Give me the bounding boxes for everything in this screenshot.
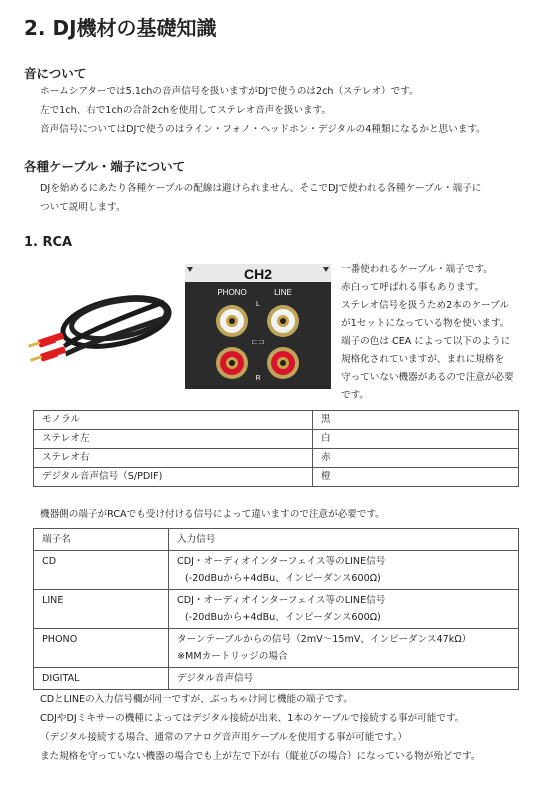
signal-table-header: 端子名 [34, 529, 169, 551]
signal-table-input [169, 551, 519, 590]
signal-line: CDJ・オーディオインターフェイス等のLINE信号 [177, 595, 386, 606]
footer-line: CDJやDJミキサーの機種によってはデジタル接続が出来、1本のケーブルで接続する事が可能です。 [40, 713, 465, 724]
audio-heading: 音について [24, 66, 87, 81]
panel-r-label: R [255, 375, 261, 382]
rca-color-table [33, 410, 519, 487]
color-table-signal: ステレオ右 [34, 449, 313, 468]
signal-line: (-20dBuから+4dBu、インピーダンス600Ω) [185, 573, 381, 584]
table-row [34, 668, 519, 690]
white-jack-line [267, 305, 299, 337]
red-jack-line [267, 347, 299, 379]
audio-paragraph [40, 82, 486, 139]
color-table-color: 白 [313, 430, 519, 449]
rca-desc-line: 赤白って呼ばれる事もあります。 [341, 282, 485, 293]
signal-table-input [169, 629, 519, 668]
panel-l-label: L [256, 301, 260, 308]
audio-line: ホームシアターでは5.1chの音声信号を扱いますがDJで使うのは2ch（ステレオ）です。 [40, 86, 419, 97]
rca-note: 機器側の端子がRCAでも受け付ける信号によって違いますので注意が必要です。 [40, 509, 385, 520]
color-table-color: 赤 [313, 449, 519, 468]
color-table-signal: ステレオ左 [34, 430, 313, 449]
table-row [34, 590, 519, 629]
signal-line: ※MMカートリッジの場合 [177, 651, 288, 662]
signal-table-name: CD [34, 551, 169, 590]
signal-line: (-20dBuから+4dBu、インピーダンス600Ω) [185, 612, 381, 623]
table-row [34, 430, 519, 449]
rca-heading: 1. RCA [24, 235, 73, 250]
color-table-signal: モノラル [34, 411, 313, 430]
footer-line: （デジタル接続する場合、通常のアナログ音声用ケーブルを使用する事が可能です。） [40, 732, 408, 743]
panel-ch-label: CH2 [243, 266, 273, 282]
rca-panel-image [185, 264, 331, 389]
rca-signal-table [33, 528, 519, 690]
rca-desc-line: 守っていない機器があるので注意が必要 [341, 372, 514, 383]
audio-line: 音声信号についてはDJで使うのはライン・フォノ・ヘッドホン・デジタルの4種類になるかと思います。 [40, 124, 486, 135]
signal-table-input [169, 668, 519, 690]
rca-footer [40, 690, 481, 766]
rca-desc-line: 規格化されていますが、まれに規格を [341, 354, 505, 365]
signal-table-input [169, 590, 519, 629]
signal-table-header: 入力信号 [169, 529, 519, 551]
svg-text:⊏⊐: ⊏⊐ [251, 337, 265, 346]
rca-jack-panel [185, 264, 331, 389]
color-table-color: 黒 [313, 411, 519, 430]
rca-description [341, 261, 514, 405]
rca-desc-line: 端子の色は CEA によって以下のように [341, 336, 511, 347]
table-row [34, 551, 519, 590]
cables-line: ついて説明します。 [40, 202, 126, 213]
color-table-color: 橙 [313, 468, 519, 487]
panel-phono-label: PHONO [217, 288, 247, 297]
table-row [34, 411, 519, 430]
rca-cable-photo [24, 264, 179, 389]
rca-desc-line: です。 [341, 390, 370, 401]
footer-line: CDとLINEの入力信号欄が同一ですが、ぶっちゃけ同じ機能の端子です。 [40, 694, 353, 705]
signal-table-name: LINE [34, 590, 169, 629]
audio-line: 左で1ch、右で1chの合計2chを使用してステレオ音声を扱います。 [40, 105, 332, 116]
cables-heading: 各種ケーブル・端子について [24, 159, 186, 174]
table-row [34, 468, 519, 487]
cables-line: DJを始めるにあたり各種ケーブルの配線は避けられません、そこでDJで使われる各種ケーブル・端子に [40, 183, 482, 194]
table-header-row [34, 529, 519, 551]
color-table-signal: デジタル音声信号（S/PDIF) [34, 468, 313, 487]
signal-table-name: PHONO [34, 629, 169, 668]
signal-line: ターンテーブルからの信号（2mV～15mV、インピーダンス47kΩ） [177, 634, 472, 645]
rca-desc-line: ステレオ信号を扱うため2本のケーブル [341, 300, 509, 311]
signal-line: デジタル音声信号 [177, 673, 254, 684]
signal-line: CDJ・オーディオインターフェイス等のLINE信号 [177, 556, 386, 567]
footer-line: また規格を守っていない機器の場合でも上が左で下が右（縦並びの場合）になっている物が殆どです。 [40, 751, 481, 762]
rca-desc-line: が1セットになっている物を使います。 [341, 318, 510, 329]
table-row [34, 449, 519, 468]
rca-cable-image [24, 264, 179, 389]
panel-line-label: LINE [274, 288, 292, 297]
page-title: 2. DJ機材の基礎知識 [24, 16, 217, 40]
red-jack-phono [216, 347, 248, 379]
cables-paragraph [40, 179, 481, 217]
table-row [34, 629, 519, 668]
rca-desc-line: 一番使われるケーブル・端子です。 [341, 264, 493, 275]
signal-table-name: DIGITAL [34, 668, 169, 690]
white-jack-phono [216, 305, 248, 337]
